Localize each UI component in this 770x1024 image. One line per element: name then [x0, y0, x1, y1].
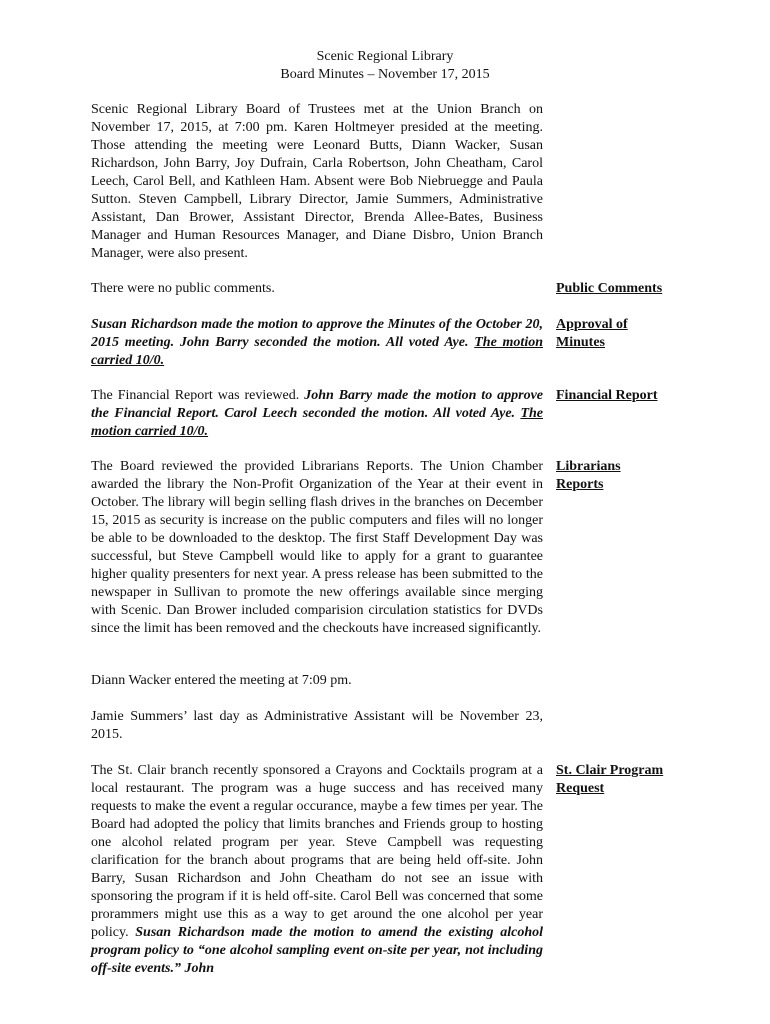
document-header [0, 48, 770, 84]
public-comments-text: There were no public comments. [91, 281, 275, 296]
librarians-heading [556, 458, 686, 494]
librarians-heading-line1: Librarians [556, 459, 621, 474]
stclair-motion: Susan Richardson made the motion to amend the existing alcohol program policy to “one alcohol sampling event on-site per year, not including off-site events.” John [91, 925, 544, 976]
approval-heading-line1: Approval of [556, 317, 628, 332]
approval-motion: Susan Richardson made the motion to approve the Minutes of the October 20, 2015 meeting. John Barry seconded the motion. All voted Aye. [91, 317, 543, 350]
financial-text: The Financial Report was reviewed. [91, 388, 305, 403]
approval-carried: The motion carried 10/0. [91, 335, 543, 368]
financial-heading: Financial Report [556, 388, 658, 403]
librarians-heading-line2: Reports [556, 477, 604, 492]
financial-paragraph [91, 387, 543, 441]
stclair-heading-line1: St. Clair Program [556, 763, 664, 778]
financial-carried: The motion carried 10/0. [91, 406, 543, 439]
approval-heading [556, 316, 686, 352]
stclair-text: The St. Clair branch recently sponsored a Crayons and Cocktails program at a local restaurant. The program was a huge success and has received many requests to make the event a regular occurance, maybe a few times per year. The Board had adopted the policy that limits branches and Friends group to hosting one alcohol related program per year. Steve Campbell was requesting clarification for the branch about programs that are being held off-site. John Barry, Susan Richardson and John Cheatham do not see an issue with sponsoring the program if it is held off-site. Carol Bell was concerned that some prorammers might use this as a way to get around the one alcohol per year policy. [91, 763, 543, 940]
stclair-heading [556, 762, 686, 798]
public-comments-heading: Public Comments [556, 281, 663, 296]
stclair-heading-line2: Request [556, 781, 605, 796]
org-name: Scenic Regional Library [316, 49, 454, 64]
stclair-paragraph [91, 762, 543, 978]
approval-heading-line2: Minutes [556, 335, 605, 350]
librarians-paragraph: The Board reviewed the provided Librarians Reports. The Union Chamber awarded the library the Non-Profit Organization of the Year at their event in October. The library will begin selling flash drives in the branches on December 15, 2015 as security is increase on the public computers and files will no longer be able to be downloaded to the desktop. The first Staff Development Day was successful, but Steve Campbell would like to apply for a grant to guarantee higher quality presenters for next year. A press release has been submitted to the newspaper in Sullivan to promote the new offerings available since merging with Scenic. Dan Brower included comparision circulation statistics for DVDs since the limit has been removed and the checkouts have increased significantly. [91, 459, 543, 636]
intro-paragraph: Scenic Regional Library Board of Trustees met at the Union Branch on November 17, 2015, at 7:00 pm. Karen Holtmeyer presided at the meeting. Those attending the meeting were Leonard Butts, Diann Wacker, Susan Richardson, John Barry, Joy Dufrain, Carla Robertson, John Cheatham, Carol Leech, Carol Bell, and Kathleen Ham. Absent were Bob Niebruegge and Paula Sutton. Steven Campbell, Library Director, Jamie Summers, Administrative Assistant, Dan Brower, Assistant Director, Brenda Allee-Bates, Business Manager and Human Resources Manager, and Diane Disbro, Union Branch Manager, were also present. [91, 102, 543, 261]
diann-paragraph: Diann Wacker entered the meeting at 7:09 pm. [91, 673, 352, 688]
document-title: Board Minutes – November 17, 2015 [280, 67, 490, 82]
jamie-paragraph: Jamie Summers’ last day as Administrative Assistant will be November 23, 2015. [91, 709, 543, 742]
approval-paragraph [91, 316, 543, 370]
financial-motion: John Barry made the motion to approve the Financial Report. Carol Leech seconded the motion. All voted Aye. [91, 388, 543, 421]
